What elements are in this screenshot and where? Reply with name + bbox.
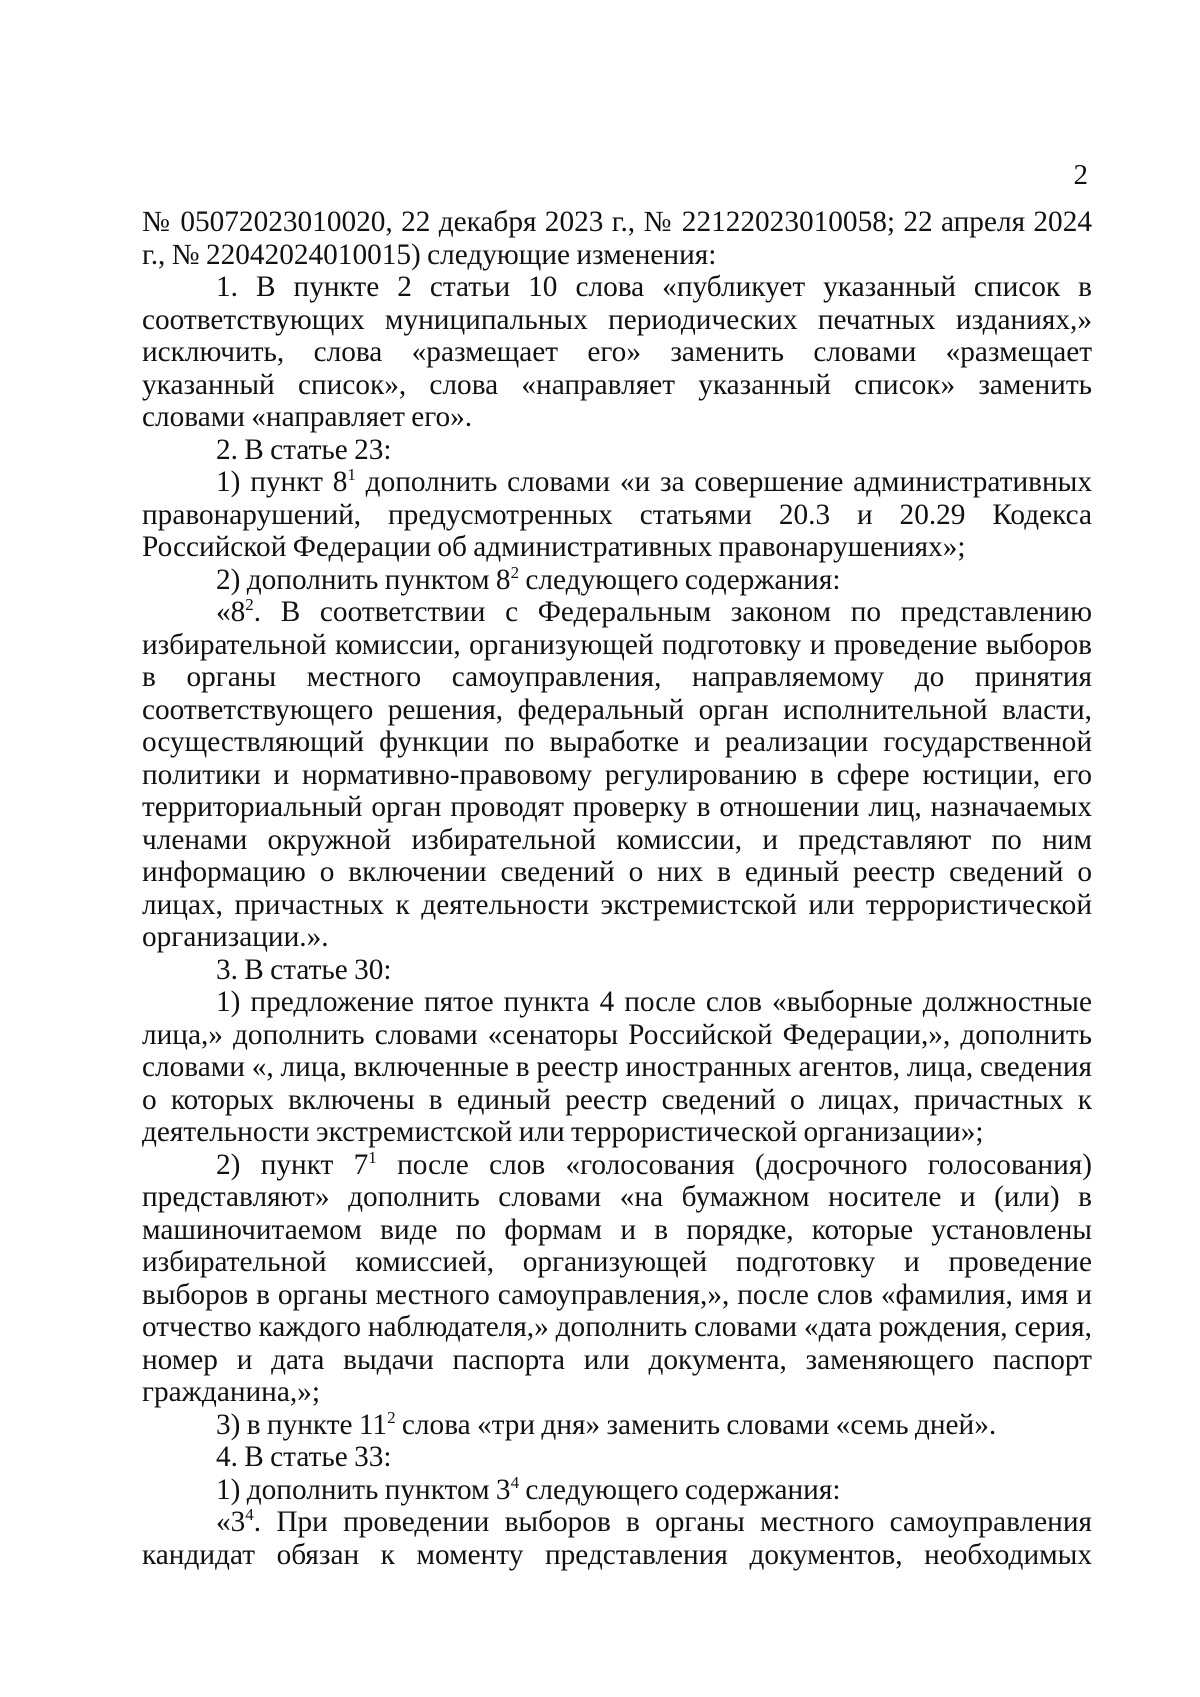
paragraph-quote-3-4	[142, 1506, 1092, 1571]
paragraph-item-4-heading: 4. В статье 33:	[216, 1441, 392, 1473]
text-segment: после слов «голосования (досрочного голосования) представляют» дополнить словами «на бумажном носителе и (или) в машиночитаемом виде по формам и в порядке, которые установлены избирательной комиссией, организующей подготовку и проведение выборов в органы местного самоуправления,», после слов «фамилия, имя и отчество каждого наблюдателя,» дополнить словами «дата рождения, серия, номер и дата выдачи паспорта или документа, заменяющего паспорт гражданина,»;	[142, 1148, 1092, 1408]
superscript: 4	[510, 1472, 520, 1492]
text-segment: 1) дополнить пунктом 3	[216, 1473, 511, 1506]
paragraph-item-2-1	[142, 466, 1092, 564]
text-segment: следующего содержания:	[519, 1473, 841, 1506]
text-segment: слова «три дня» заменить словами «семь дней».	[395, 1408, 997, 1441]
text-segment: «8	[216, 596, 246, 628]
paragraph-item-2-heading: 2. В статье 23:	[216, 433, 392, 466]
paragraph-item-1: 1. В пункте 2 статьи 10 слова «публикует указанный список в соответствующих муниципальных периодических печатных изданиях,» исключить, слова «размещает его» заменить словами «размещает указанный список», слова «направляет указанный список» заменить словами «направляет его».	[142, 271, 1092, 433]
paragraph-item-3-heading: 3. В статье 30:	[216, 953, 392, 986]
paragraph-item-2-2	[142, 564, 1092, 597]
paragraph-item-3-1: 1) предложение пятое пункта 4 после слов «выборные должностные лица,» дополнить словами «сенаторы Российской Федерации,», дополнить словами «, лица, включенные в реестр иностранных агентов, лица, сведения о которых включены в единый реестр сведений о лицах, причастных к деятельности экстремистской или террористической организации»;	[142, 986, 1092, 1148]
text-segment: 1) пункт 8	[216, 466, 348, 498]
text-segment: следующего содержания:	[519, 563, 841, 596]
document-body	[142, 206, 1092, 1571]
paragraph-item-4-1	[142, 1474, 1092, 1507]
text-segment: 2) дополнить пунктом 8	[216, 563, 511, 596]
text-segment: 3) в пункте 11	[216, 1408, 388, 1441]
superscript: 2	[245, 595, 254, 614]
paragraph-item-3-3	[142, 1409, 1092, 1442]
text-segment: . В соответствии с Федеральным законом по представлению избирательной комиссии, организующей подготовку и проведение выборов в органы местного самоуправления, направляемому до принятия соответствующего решения, федеральный орган исполнительной власти, осуществляющий функции по выработке и реализации государственной политики и нормативно-правовому регулированию в сфере юстиции, его территориальный орган проводят проверку в отношении лиц, назначаемых членами окружной избирательной комиссии, и представляют по ним информацию о включении сведений о них в единый реестр сведений о лицах, причастных к деятельности экстремистской или террористической организации.».	[142, 596, 1092, 953]
paragraph-intro: № 05072023010020, 22 декабря 2023 г., № 22122023010058; 22 апреля 2024 г., № 22042024010015) следующие изменения:	[142, 206, 1092, 271]
paragraph-item-3-2	[142, 1149, 1092, 1409]
text-segment: дополнить словами «и за совершение административных правонарушений, предусмотренных статьями 20.3 и 20.29 Кодекса Российской Федерации об административных правонарушениях»;	[142, 466, 1093, 563]
text-segment: «3	[216, 1506, 246, 1538]
page-number: 2	[1073, 159, 1088, 191]
text-segment: 2) пункт 7	[216, 1148, 369, 1181]
superscript: 2	[510, 562, 520, 582]
superscript: 1	[368, 1147, 377, 1167]
text-segment: . При проведении выборов в органы местного самоуправления кандидат обязан к моменту представления документов, необходимых	[142, 1506, 1092, 1571]
superscript: 1	[347, 465, 356, 484]
paragraph-quote-8-2	[142, 596, 1092, 954]
superscript: 4	[245, 1505, 254, 1524]
superscript: 2	[387, 1407, 396, 1427]
